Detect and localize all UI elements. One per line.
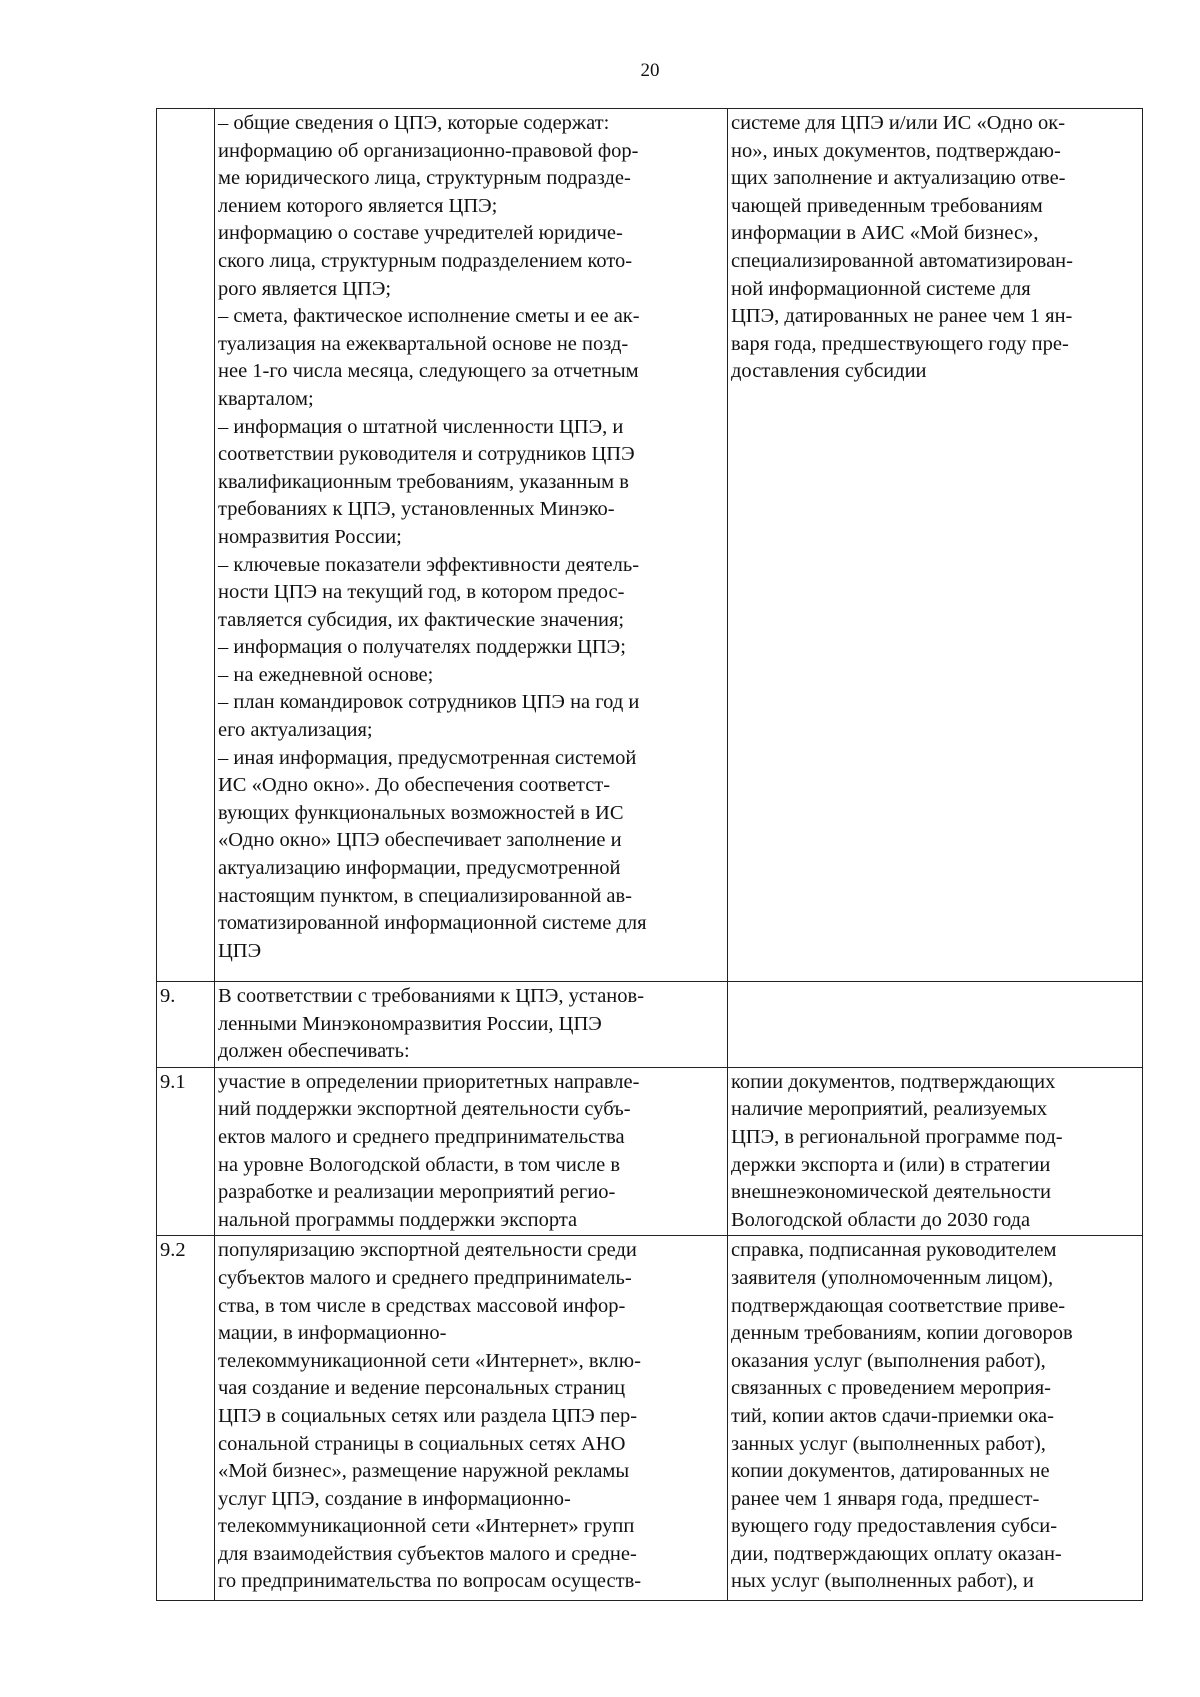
text-line: ний поддержки экспортной деятельности субъ- (218, 1098, 631, 1121)
row-number (157, 109, 215, 982)
text-line: ского лица, структурным подразделением кото- (218, 249, 633, 272)
text-line: ектов малого и среднего предпринимательства (218, 1125, 625, 1148)
text-line: информации в АИС «Мой бизнес», (731, 222, 1039, 245)
text-line: системе для ЦПЭ и/или ИС «Одно ок- (731, 112, 1066, 134)
text-line: его актуализация; (218, 719, 373, 742)
text-line: ЦПЭ, в региональной программе под- (731, 1125, 1063, 1148)
text-line: сональной страницы в социальных сетях АНО (218, 1432, 626, 1455)
text-line: соответствии руководителя и сотрудников ЦПЭ (218, 443, 635, 466)
text-line: квалификационным требованиям, указанным в (218, 470, 629, 493)
text-line: вующего году предоставления субси- (731, 1515, 1058, 1538)
table-row-9-1 (157, 1067, 1143, 1236)
text-line: заявителя (уполномоченным лицом), (731, 1266, 1054, 1289)
text-line: услуг ЦПЭ, создание в информационно- (218, 1487, 571, 1510)
text-line: специализированной автоматизирован- (731, 249, 1073, 272)
text-line: актуализацию информации, предусмотренной (218, 857, 621, 880)
text-line: – смета, фактическое исполнение сметы и ее ак- (218, 305, 640, 328)
text-line: внешнеэкономической деятельности (731, 1181, 1051, 1204)
text-line: требованиях к ЦПЭ, установленных Минэко- (218, 498, 615, 521)
text-line: номразвития России; (218, 525, 402, 548)
text-line: – план командировок сотрудников ЦПЭ на год и (218, 691, 640, 714)
text-line: копии документов, подтверждающих (731, 1070, 1056, 1093)
requirements-table (156, 108, 1143, 1601)
text-line: разработке и реализации мероприятий регио- (218, 1181, 616, 1204)
text-line: занных услуг (выполненных работ), (731, 1432, 1046, 1455)
text-line: – ключевые показатели эффективности деятель- (218, 553, 640, 576)
text-line: дии, подтверждающих оплату оказан- (731, 1542, 1062, 1565)
text-line: ности ЦПЭ на текущий год, в котором предос- (218, 581, 625, 604)
text-line: на уровне Вологодской области, в том числе в (218, 1153, 621, 1176)
requirement-cell (215, 1236, 728, 1601)
row-number: 9.2 (157, 1236, 215, 1601)
text-line: туализация на ежеквартальной основе не позд- (218, 332, 629, 355)
text-line: участие в определении приоритетных направле- (218, 1070, 640, 1093)
text-line: го предпринимательства по вопросам осуществ- (218, 1570, 642, 1593)
row-number: 9. (157, 982, 215, 1068)
text-line: – общие сведения о ЦПЭ, которые содержат: (218, 112, 610, 134)
text-line: связанных с проведением мероприя- (731, 1377, 1051, 1400)
row-number: 9.1 (157, 1067, 215, 1236)
text-line: нее 1-го числа месяца, следующего за отчетным (218, 360, 639, 383)
text-line: телекоммуникационной сети «Интернет» групп (218, 1515, 635, 1538)
documents-cell (728, 109, 1143, 982)
text-line: ных услуг (выполненных работ), и (731, 1570, 1034, 1593)
text-line: лением которого является ЦПЭ; (218, 194, 498, 217)
text-line: щих заполнение и актуализацию отве- (731, 167, 1066, 190)
text-line: ЦПЭ, датированных не ранее чем 1 ян- (731, 305, 1073, 328)
text-line: – информация о получателях поддержки ЦПЭ; (218, 636, 626, 659)
text-line: ИС «Одно окно». До обеспечения соответст- (218, 774, 611, 797)
text-line: но», иных документов, подтверждаю- (731, 139, 1061, 162)
page-number: 20 (640, 60, 660, 81)
requirement-cell (215, 1067, 728, 1236)
text-line: ранее чем 1 января года, предшест- (731, 1487, 1040, 1510)
documents-cell (728, 1236, 1143, 1601)
text-line: популяризацию экспортной деятельности среди (218, 1239, 637, 1262)
text-line: подтверждающая соответствие приве- (731, 1294, 1066, 1317)
text-line: должен обеспечивать: (218, 1040, 410, 1063)
text-line: томатизированной информационной системе для (218, 912, 647, 935)
text-line: чая создание и ведение персональных страниц (218, 1377, 626, 1400)
text-line: держки экспорта и (или) в стратегии (731, 1153, 1051, 1176)
table-row-9 (157, 982, 1143, 1068)
text-line: – на ежедневной основе; (218, 663, 434, 686)
text-line: ства, в том числе в средствах массовой инфор- (218, 1294, 626, 1317)
requirement-cell (215, 982, 728, 1068)
text-line: доставления субсидии (731, 360, 927, 383)
text-line: мации, в информационно- (218, 1322, 447, 1345)
text-line: справка, подписанная руководителем (731, 1239, 1057, 1262)
text-line: – информация о штатной численности ЦПЭ, и (218, 415, 624, 438)
text-line: ной информационной системе для (731, 277, 1031, 300)
text-line: информацию о составе учредителей юридиче- (218, 222, 623, 245)
text-line: оказания услуг (выполнения работ), (731, 1349, 1046, 1372)
text-line: ЦПЭ в социальных сетях или раздела ЦПЭ пер- (218, 1404, 638, 1427)
text-line: ЦПЭ (218, 939, 262, 962)
text-line: «Одно окно» ЦПЭ обеспечивает заполнение и (218, 829, 622, 852)
text-line: чающей приведенным требованиям (731, 194, 1043, 217)
text-line: субъектов малого и среднего предпринимatель- (218, 1266, 632, 1289)
text-line: денным требованиям, копии договоров (731, 1322, 1073, 1345)
table-row-9-2 (157, 1236, 1143, 1601)
text-line: Вологодской области до 2030 года (731, 1208, 1031, 1231)
text-line: тий, копии актов сдачи-приемки ока- (731, 1404, 1054, 1427)
requirement-cell (215, 109, 728, 982)
text-line: телекоммуникационной сети «Интернет», вклю- (218, 1349, 641, 1372)
text-line: нальной программы поддержки экспорта (218, 1208, 578, 1231)
text-line: ленными Минэкономразвития России, ЦПЭ (218, 1012, 602, 1035)
table-row-continuation (157, 109, 1143, 982)
text-line: копии документов, датированных не (731, 1460, 1050, 1483)
text-line: тавляется субсидия, их фактические значения; (218, 608, 625, 631)
documents-cell (728, 982, 1143, 1068)
text-line: рого является ЦПЭ; (218, 277, 392, 300)
text-line: вующих функциональных возможностей в ИС (218, 801, 624, 824)
text-line: наличие мероприятий, реализуемых (731, 1098, 1048, 1121)
text-line: настоящим пунктом, в специализированной ав- (218, 884, 633, 907)
text-line: «Мой бизнес», размещение наружной рекламы (218, 1460, 630, 1483)
text-line: – иная информация, предусмотренная системой (218, 746, 637, 769)
text-line: В соответствии с требованиями к ЦПЭ, установ- (218, 985, 645, 1007)
documents-cell (728, 1067, 1143, 1236)
text-line: для взаимодействия субъектов малого и средне- (218, 1542, 637, 1565)
text-line: кварталом; (218, 387, 314, 410)
text-line: варя года, предшествующего году пре- (731, 332, 1069, 355)
text-line: информацию об организационно-правовой фор- (218, 139, 639, 162)
text-line: ме юридического лица, структурным подразде- (218, 167, 631, 190)
